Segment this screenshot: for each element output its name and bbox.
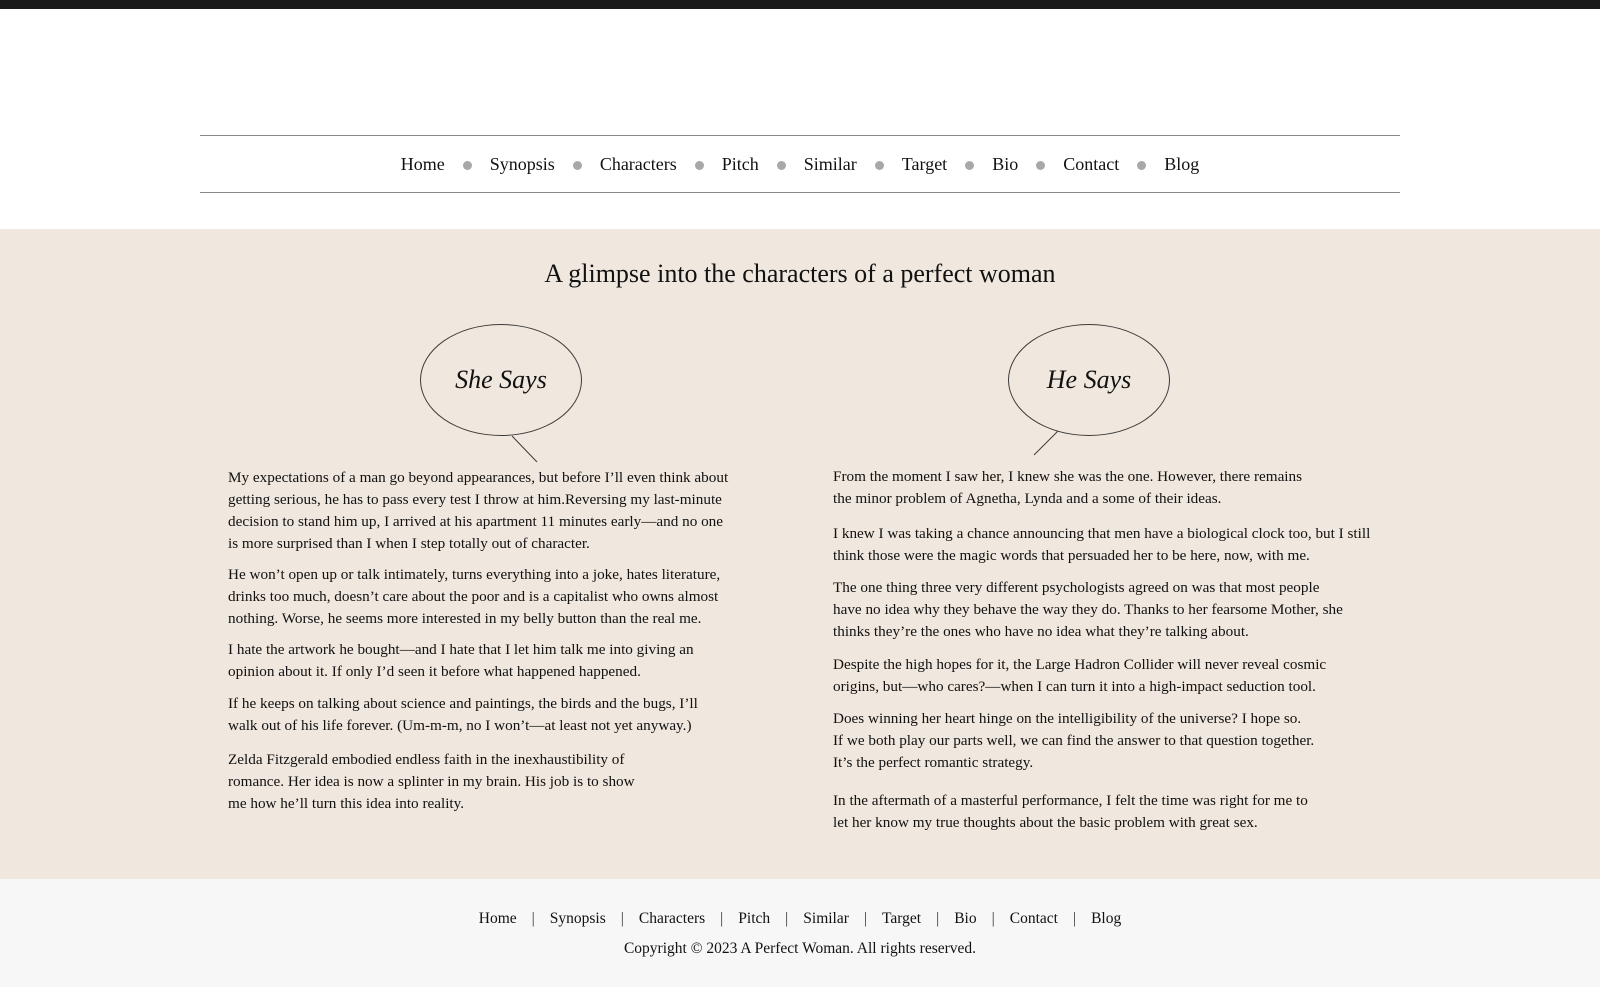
footer-nav-blog[interactable]: Blog [1091,910,1122,927]
nav-blog[interactable]: Blog [1164,153,1200,174]
she-says-label: She Says [455,365,547,394]
footer-separator: | [863,910,868,927]
she-says-text [228,467,728,815]
footer-navigation [0,910,1600,928]
footer-nav-similar[interactable]: Similar [803,910,849,927]
page-title: A glimpse into the characters of a perfect woman [544,259,1056,288]
nav-separator-dot [777,161,786,170]
nav-separator-dot [573,161,582,170]
site-header [0,9,1600,229]
nav-separator-dot [463,161,472,170]
he-paragraph-6: In the aftermath of a masterful performance, I felt the time was right for me to let her know my true thoughts about the basic problem with great sex. [833,792,1308,831]
she-paragraph-3: I hate the artwork he bought—and I hate that I let him talk me into giving an opinion about it. If only I’d seen it before what happened happened. [228,641,694,680]
footer-separator: | [936,910,940,927]
footer-separator: | [620,910,624,927]
he-paragraph-2: I knew I was taking a chance announcing that men have a biological clock too, but I still think those were the magic words that persuaded her to be here, now, with me. [833,525,1371,564]
she-paragraph-5: Zelda Fitzgerald embodied endless faith in the inexhaustibility of romance. Her idea is now a splinter in my brain. His job is to show me how he’ll turn this idea into reality. [228,751,635,812]
nav-separator-dot [695,161,704,170]
nav-similar[interactable]: Similar [803,153,857,174]
nav-bio[interactable]: Bio [992,153,1019,174]
footer-separator: | [1072,910,1077,927]
footer-nav-pitch[interactable]: Pitch [738,910,771,927]
footer-separator: | [720,910,724,927]
nav-target[interactable]: Target [901,153,948,174]
she-paragraph-2: He won’t open up or talk intimately, turns everything into a joke, hates literature, drinks too much, doesn’t care about the poor and is a capitalist who owns almost nothing. Worse, he seems more interested in my belly button than the real me. [228,566,721,627]
footer-nav-target[interactable]: Target [882,910,922,927]
he-paragraph-5: Does winning her heart hinge on the intelligibility of the universe? I hope so. If we both play our parts well, we can find the answer to that question together. It’s the perfect romantic strategy. [833,710,1315,771]
top-bar [0,0,1600,9]
footer-separator: | [785,910,789,927]
she-paragraph-4: If he keeps on talking about science and paintings, the birds and the bugs, I’ll walk out of his life forever. (Um-m-m, no I won’t—at least not yet anyway.) [228,695,698,734]
he-bubble-tail [1030,429,1070,461]
site-footer [0,879,1600,987]
nav-separator-dot [875,161,884,170]
footer-separator: | [991,910,995,927]
nav-home[interactable]: Home [400,153,445,174]
he-says-text [833,466,1370,834]
nav-separator-dot [965,161,974,170]
she-bubble-tail [510,434,550,466]
footer-nav-characters[interactable]: Characters [638,910,706,927]
nav-pitch[interactable]: Pitch [721,153,759,174]
he-paragraph-3: The one thing three very different psychologists agreed on was that most people have no idea why they behave the way they do. Thanks to her fearsome Mother, she thinks they’re the ones who have no idea what they’re talking about. [833,579,1343,640]
characters-section [0,229,1600,879]
footer-nav-contact[interactable]: Contact [1009,910,1058,927]
he-paragraph-1: From the moment I saw her, I knew she was the one. However, there remains the minor problem of Agnetha, Lynda and a some of their ideas. [833,468,1303,507]
footer-nav-home[interactable]: Home [478,910,517,927]
he-paragraph-4: Despite the high hopes for it, the Large Hadron Collider will never reveal cosmic origins, but—who cares?—when I can turn it into a high-impact seduction tool. [833,656,1327,695]
nav-characters[interactable]: Characters [599,153,677,174]
copyright-text: Copyright © 2023 A Perfect Woman. All rights reserved. [623,940,977,957]
nav-separator-dot [1036,161,1045,170]
footer-separator: | [531,910,535,927]
nav-synopsis[interactable]: Synopsis [489,153,555,174]
main-navigation [200,135,1400,193]
footer-nav-synopsis[interactable]: Synopsis [549,910,606,927]
he-says-bubble [1008,324,1170,436]
nav-contact[interactable]: Contact [1063,153,1120,174]
footer-nav-bio[interactable]: Bio [954,910,977,927]
she-says-bubble [420,324,582,436]
nav-separator-dot [1137,161,1146,170]
he-says-label: He Says [1046,365,1132,394]
she-paragraph-1: My expectations of a man go beyond appearances, but before I’ll even think about getting serious, he has to pass every test I throw at him.Reversing my last-minute decision to stand him up, I arrived at his apartment 11 minutes early—and no one is more surprised than I when I step totally out of character. [228,469,729,552]
